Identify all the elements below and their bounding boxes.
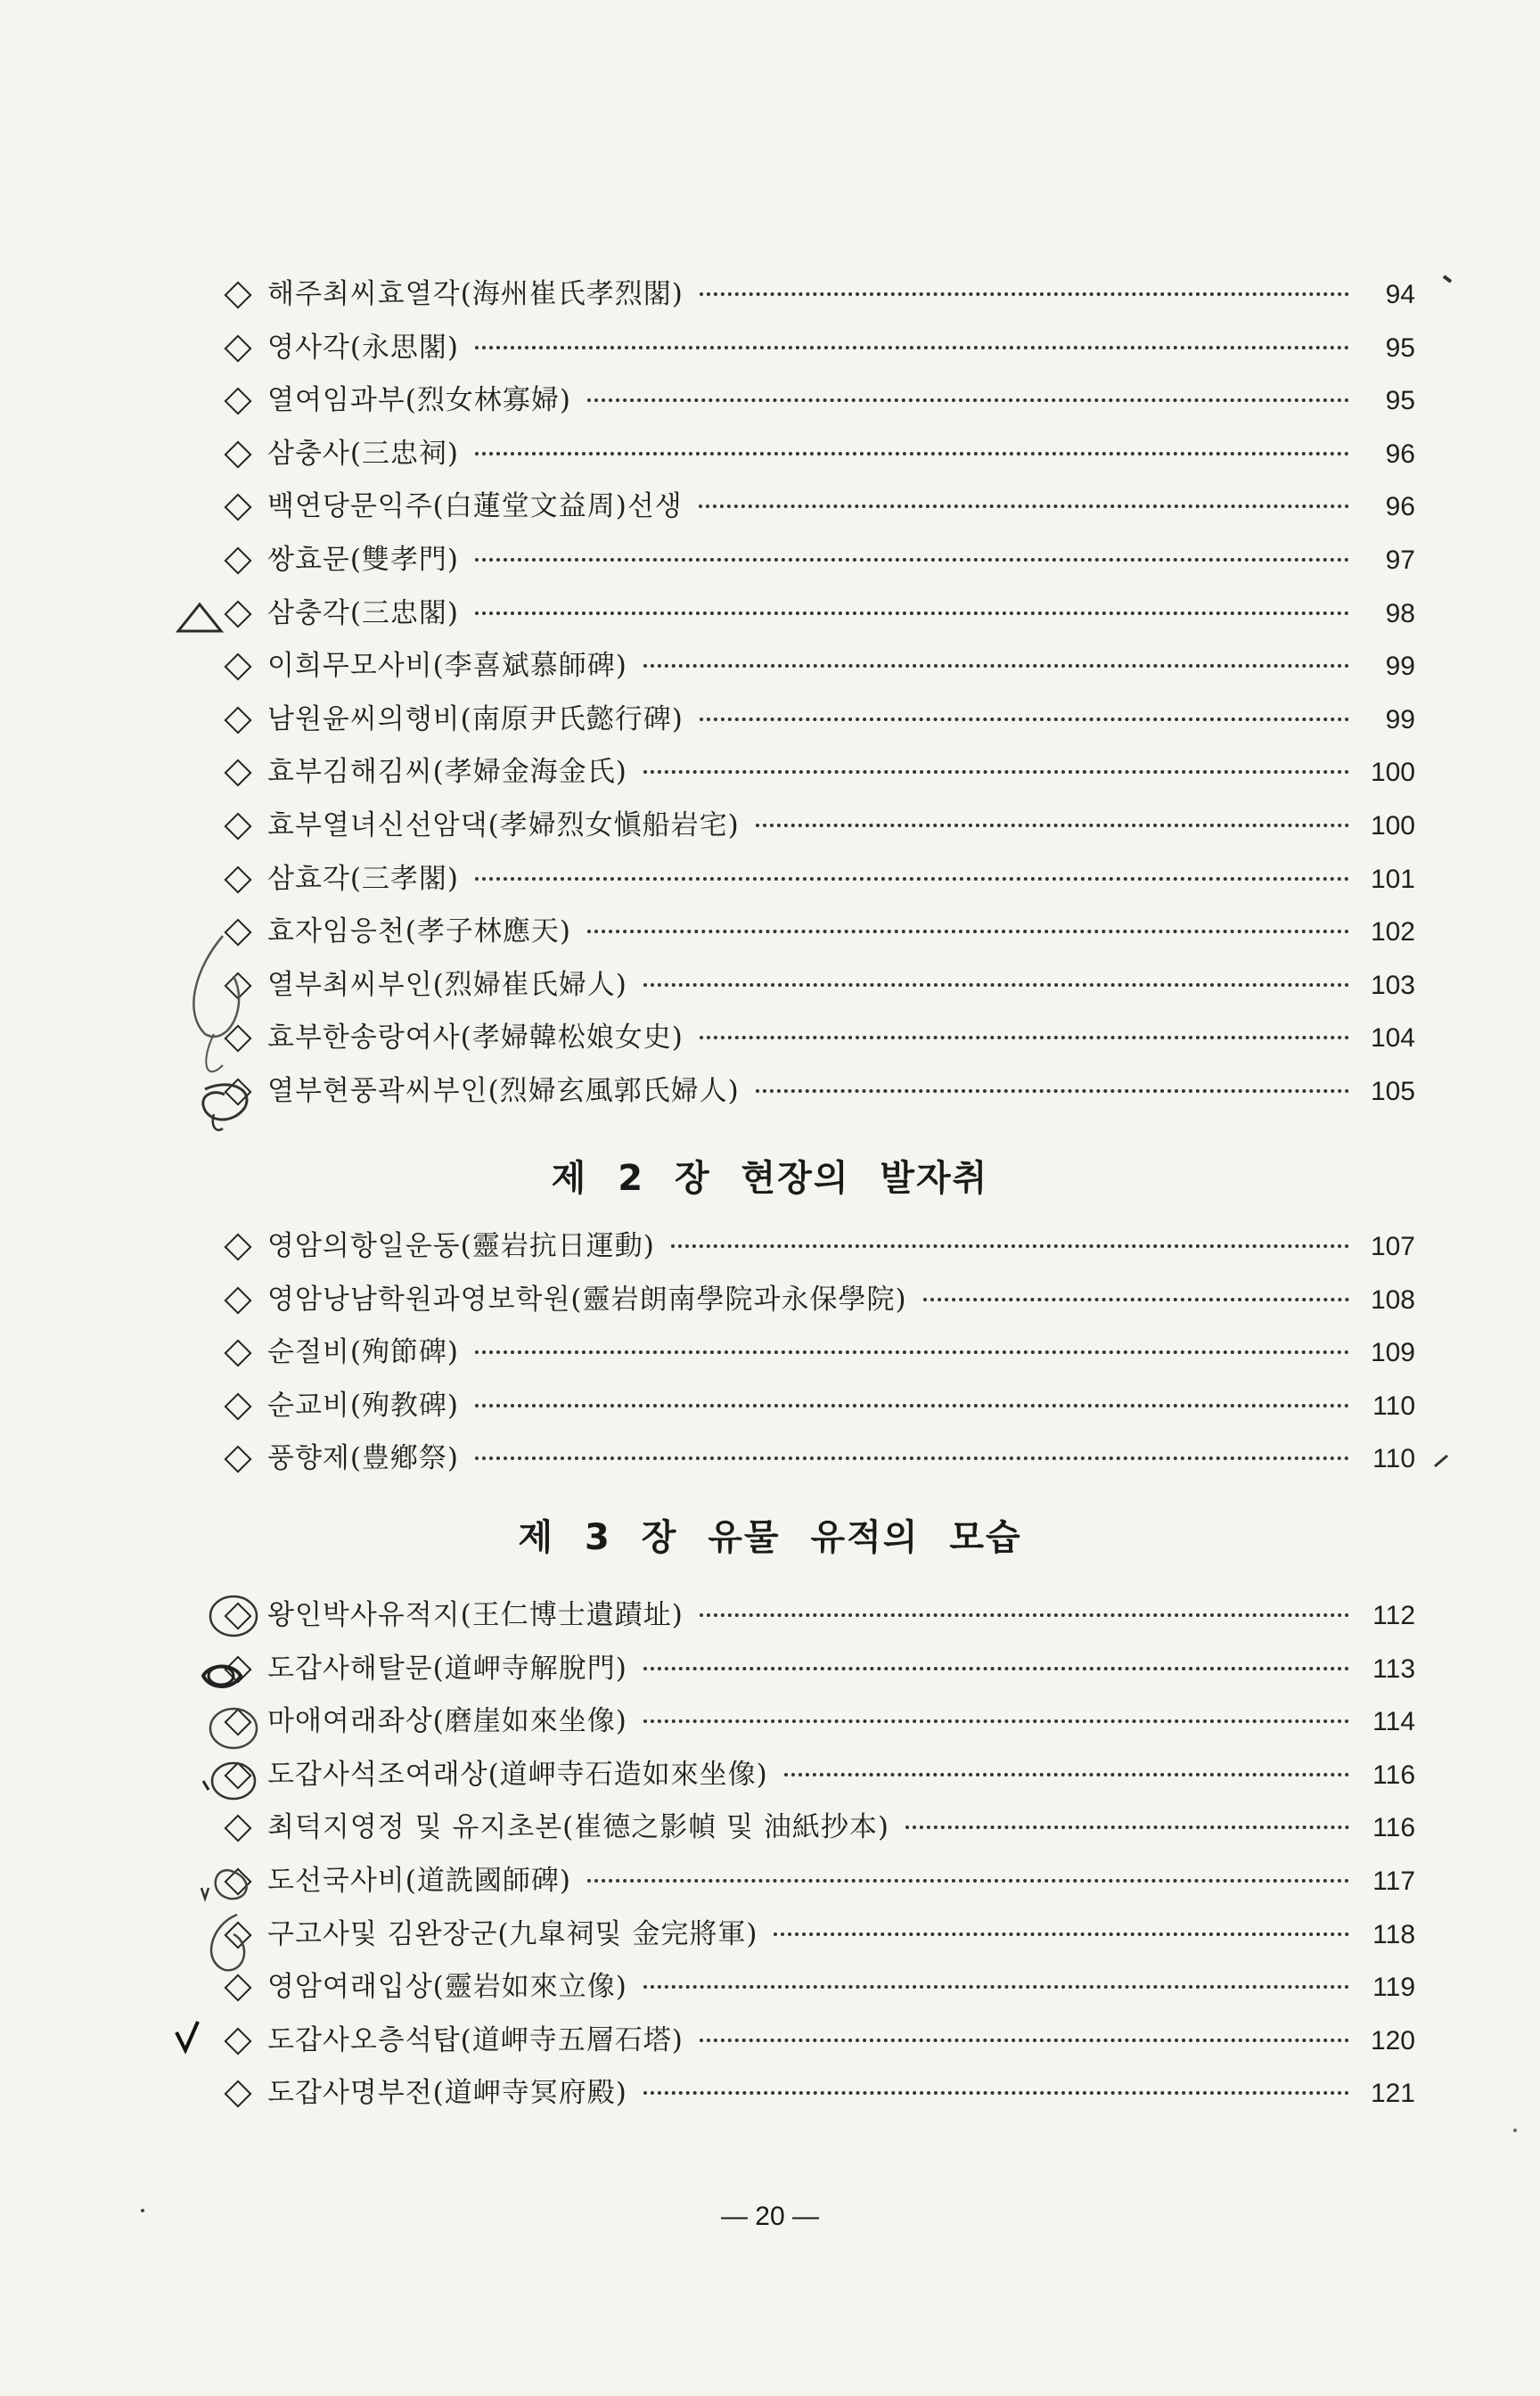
- entry-page-number: 99: [1385, 652, 1415, 682]
- entry-title: 삼충사(三忠祠): [267, 437, 460, 470]
- entry-page-number: 107: [1370, 1232, 1415, 1261]
- entry-page-number: 94: [1385, 280, 1415, 309]
- entry-title: 효부한송랑여사(孝婦韓松娘女史): [267, 1022, 684, 1054]
- diamond-bullet-icon: [224, 388, 251, 415]
- entry-title: 남원윤씨의행비(南原尹氏懿行碑): [267, 702, 684, 735]
- entry-page-number: 96: [1385, 439, 1415, 469]
- toc-entry: [221, 322, 1415, 375]
- toc-entry: [221, 746, 1415, 800]
- entry-title: 쌍효문(雙孝門): [267, 543, 460, 576]
- entry-title: 순절비(殉節碑): [267, 1336, 460, 1369]
- dot-leader: [475, 1350, 1349, 1354]
- diamond-bullet-icon: [224, 1078, 251, 1105]
- diamond-bullet-icon: [224, 1974, 251, 2002]
- dot-leader: [700, 1036, 1349, 1039]
- entry-title: 열여임과부(烈女林寡婦): [267, 384, 571, 417]
- toc-entry: [221, 2067, 1415, 2121]
- toc-entry: [221, 1432, 1415, 1486]
- dot-leader: [475, 877, 1349, 881]
- dot-leader: [699, 505, 1349, 508]
- dot-leader: [671, 1244, 1349, 1248]
- diamond-bullet-icon: [224, 1233, 251, 1260]
- entry-page-number: 104: [1370, 1023, 1415, 1054]
- toc-entry: [221, 1274, 1415, 1327]
- entry-page-number: 109: [1370, 1338, 1415, 1368]
- toc-entry: [221, 959, 1415, 1013]
- entry-page-number: 113: [1372, 1653, 1415, 1684]
- chapter-3-heading: 제 3 장 유물 유적의 모습: [518, 1517, 1022, 1558]
- toc-entry: [221, 640, 1415, 693]
- entry-page-number: 114: [1372, 1707, 1415, 1737]
- entry-page-number: 108: [1370, 1284, 1415, 1315]
- diamond-bullet-icon: [224, 866, 251, 893]
- diamond-bullet-icon: [224, 972, 251, 999]
- toc-entry: [221, 853, 1415, 907]
- entry-page-number: 105: [1370, 1076, 1415, 1106]
- diamond-bullet-icon: [224, 2080, 251, 2108]
- entry-page-number: 100: [1370, 810, 1415, 841]
- entry-page-number: 116: [1372, 1760, 1415, 1790]
- toc-entry: [221, 374, 1415, 428]
- page-number-footer: — 20 —: [720, 2202, 820, 2231]
- dot-leader: [475, 611, 1349, 615]
- toc-entry: [221, 1220, 1415, 1274]
- diamond-bullet-icon: [224, 1867, 251, 1895]
- dot-leader: [475, 558, 1349, 562]
- toc-entry: [221, 2014, 1415, 2068]
- toc-entry: [221, 1065, 1415, 1119]
- diamond-bullet-icon: [224, 919, 251, 947]
- dot-leader: [700, 718, 1349, 721]
- toc-section-chapter-3: [221, 1589, 1415, 2121]
- chapter-2-heading: 제 2 장 현장의 발자취: [551, 1158, 989, 1199]
- diamond-bullet-icon: [224, 1815, 251, 1842]
- diamond-bullet-icon: [224, 546, 251, 574]
- dot-leader: [475, 1456, 1349, 1460]
- entry-title: 도갑사명부전(道岬寺冥府殿): [267, 2077, 627, 2110]
- entry-page-number: 117: [1372, 1866, 1415, 1896]
- entry-title: 해주최씨효열각(海州崔氏孝烈閣): [267, 278, 684, 310]
- entry-title: 효부열녀신선암댁(孝婦烈女愼船岩宅): [267, 808, 740, 841]
- entry-title: 영암낭남학원과영보학원(靈岩朗南學院과永保學院): [267, 1283, 907, 1316]
- ink-speck: [1513, 2129, 1517, 2132]
- toc-entry: [221, 693, 1415, 747]
- diamond-bullet-icon: [224, 812, 251, 840]
- toc-entry: [221, 800, 1415, 853]
- entry-page-number: 95: [1385, 386, 1415, 416]
- entry-page-number: 95: [1385, 332, 1415, 363]
- dot-leader: [774, 1932, 1349, 1936]
- diamond-bullet-icon: [224, 1340, 251, 1367]
- dot-leader: [643, 1985, 1349, 1989]
- toc-entry: [221, 1643, 1415, 1696]
- entry-title: 삼충각(三忠閣): [267, 596, 460, 629]
- dot-leader: [756, 824, 1349, 827]
- toc-entry: [221, 428, 1415, 481]
- dot-leader: [475, 452, 1349, 455]
- dot-leader: [700, 1613, 1349, 1617]
- dot-leader: [923, 1298, 1349, 1301]
- pencil-tick-mark: [1435, 1456, 1447, 1466]
- entry-title: 구고사및 김완장군(九皐祠및 金完將軍): [267, 1917, 758, 1950]
- diamond-bullet-icon: [224, 706, 251, 734]
- dot-leader: [905, 1826, 1349, 1829]
- entry-title: 도갑사해탈문(道岬寺解脫門): [267, 1652, 627, 1685]
- entry-page-number: 103: [1370, 970, 1415, 1000]
- diamond-bullet-icon: [224, 281, 251, 308]
- entry-page-number: 112: [1372, 1601, 1415, 1630]
- dot-leader: [587, 1879, 1349, 1883]
- toc-entry: [221, 587, 1415, 641]
- entry-title: 영암의항일운동(靈岩抗日運動): [267, 1230, 655, 1262]
- diamond-bullet-icon: [224, 1602, 251, 1629]
- entry-title: 열부최씨부인(烈婦崔氏婦人): [267, 968, 627, 1001]
- toc-entry: [221, 1961, 1415, 2014]
- dot-leader: [643, 770, 1349, 774]
- dot-leader: [643, 2091, 1349, 2095]
- toc-entry: [221, 1908, 1415, 1962]
- entry-page-number: 98: [1385, 598, 1415, 628]
- entry-page-number: 120: [1370, 2025, 1415, 2055]
- dot-leader: [643, 1719, 1349, 1723]
- toc-entry: [221, 534, 1415, 587]
- diamond-bullet-icon: [224, 334, 251, 362]
- pencil-check-mark: [176, 2022, 198, 2050]
- entry-title: 열부현풍곽씨부인(烈婦玄風郭氏婦人): [267, 1074, 740, 1107]
- entry-title: 도갑사석조여래상(道岬寺石造如來坐像): [267, 1758, 768, 1791]
- entry-title: 백연당문익주(白蓮堂文益周)선생: [267, 490, 683, 523]
- entry-title: 도선국사비(道詵國師碑): [267, 1864, 571, 1897]
- diamond-bullet-icon: [224, 1025, 251, 1053]
- toc-entry: [221, 268, 1415, 322]
- entry-page-number: 121: [1370, 2079, 1415, 2109]
- entry-title: 효자임응천(孝子林應天): [267, 915, 571, 948]
- toc-entry: [221, 1380, 1415, 1433]
- dot-leader: [756, 1089, 1349, 1093]
- diamond-bullet-icon: [224, 1446, 251, 1473]
- entry-page-number: 96: [1385, 492, 1415, 522]
- toc-entry: [221, 1012, 1415, 1065]
- entry-page-number: 101: [1370, 864, 1415, 894]
- entry-page-number: 116: [1372, 1813, 1415, 1843]
- toc-section-1: [221, 268, 1415, 1119]
- diamond-bullet-icon: [224, 1392, 251, 1420]
- entry-title: 영암여래입상(靈岩如來立像): [267, 1971, 627, 2004]
- entry-title: 풍향제(豊鄕祭): [267, 1442, 460, 1475]
- dot-leader: [587, 930, 1349, 933]
- diamond-bullet-icon: [224, 494, 251, 521]
- toc-entry: [221, 1801, 1415, 1855]
- entry-page-number: 97: [1385, 545, 1415, 575]
- entry-title: 영사각(永思閣): [267, 331, 460, 364]
- entry-title: 효부김해김씨(孝婦金海金氏): [267, 756, 627, 789]
- entry-page-number: 102: [1370, 917, 1415, 948]
- pencil-small-mark: [203, 1781, 209, 1790]
- entry-title: 마애여래좌상(磨崖如來坐像): [267, 1705, 627, 1738]
- pencil-triangle-mark: [178, 604, 221, 631]
- diamond-bullet-icon: [224, 1286, 251, 1314]
- diamond-bullet-icon: [224, 1761, 251, 1789]
- diamond-bullet-icon: [224, 759, 251, 787]
- toc-entry: [221, 1695, 1415, 1749]
- toc-entry: [221, 1326, 1415, 1380]
- diamond-bullet-icon: [224, 600, 251, 628]
- pencil-speck-mark: [1444, 276, 1451, 282]
- dot-leader: [700, 2039, 1349, 2042]
- dot-leader: [587, 398, 1349, 402]
- toc-entry: [221, 1589, 1415, 1643]
- dot-leader: [784, 1773, 1349, 1776]
- diamond-bullet-icon: [224, 1921, 251, 1949]
- entry-page-number: 118: [1372, 1919, 1415, 1949]
- entry-page-number: 119: [1372, 1973, 1415, 2003]
- dot-leader: [700, 292, 1349, 296]
- dot-leader: [643, 983, 1349, 987]
- dot-leader: [475, 1404, 1349, 1407]
- diamond-bullet-icon: [224, 440, 251, 468]
- diamond-bullet-icon: [224, 1709, 251, 1736]
- pencil-small-mark: [201, 1888, 209, 1899]
- entry-page-number: 100: [1370, 758, 1415, 788]
- entry-title: 왕인박사유적지(王仁博士遺蹟址): [267, 1599, 684, 1631]
- diamond-bullet-icon: [224, 1655, 251, 1683]
- toc-entry: [221, 1749, 1415, 1802]
- dot-leader: [643, 664, 1349, 668]
- entry-title: 삼효각(三孝閣): [267, 862, 460, 895]
- toc-entry: [221, 906, 1415, 959]
- dot-leader: [643, 1667, 1349, 1670]
- entry-title: 이희무모사비(李喜斌慕師碑): [267, 650, 627, 683]
- entry-page-number: 110: [1372, 1444, 1415, 1474]
- entry-title: 최덕지영정 및 유지초본(崔德之影幀 및 油紙抄本): [267, 1811, 890, 1844]
- diamond-bullet-icon: [224, 2027, 251, 2055]
- entry-page-number: 99: [1385, 704, 1415, 734]
- entry-title: 순교비(殉教碑): [267, 1389, 460, 1422]
- dot-leader: [475, 346, 1349, 349]
- toc-entry: [221, 480, 1415, 534]
- entry-page-number: 110: [1372, 1391, 1415, 1421]
- toc-section-chapter-2: [221, 1220, 1415, 1486]
- toc-entry: [221, 1855, 1415, 1908]
- entry-title: 도갑사오층석탑(道岬寺五層石塔): [267, 2023, 684, 2056]
- diamond-bullet-icon: [224, 653, 251, 681]
